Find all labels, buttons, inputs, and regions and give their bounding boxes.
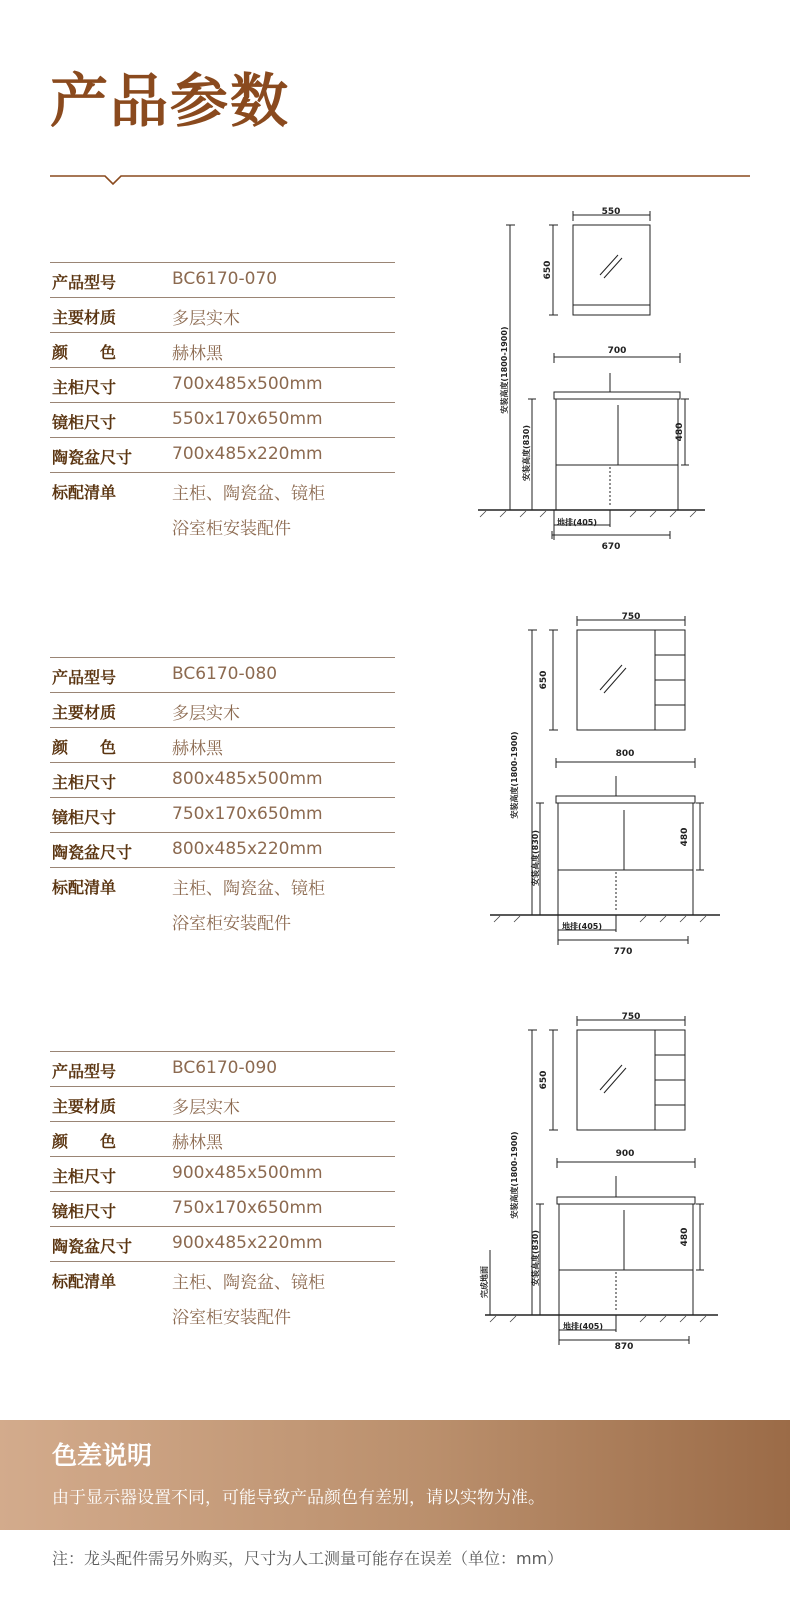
spec-value: 赫林黑 xyxy=(172,739,223,759)
spec-value-line2: 浴室柜安装配件 xyxy=(172,914,291,934)
spec-value-line2: 浴室柜安装配件 xyxy=(172,519,291,539)
spec-value: 800x485x220mm xyxy=(172,839,323,859)
spec-value: 多层实木 xyxy=(172,704,240,724)
title-divider xyxy=(50,172,750,192)
spec-row-model xyxy=(50,1051,395,1086)
spec-value: BC6170-070 xyxy=(172,269,278,289)
spec-label: 标配清单 xyxy=(52,1272,117,1291)
spec-row-material xyxy=(50,297,395,332)
cabinet-width-label: 900 xyxy=(615,1149,635,1159)
spec-value: 主柜、陶瓷盆、镜柜 xyxy=(172,1273,325,1293)
spec-label: 陶瓷盆尺寸 xyxy=(52,1237,133,1256)
color-note-title: 色差说明 xyxy=(52,1441,153,1470)
dimension-diagram-2 xyxy=(490,610,730,955)
spec-value: 900x485x220mm xyxy=(172,1233,323,1253)
spec-label: 陶瓷盆尺寸 xyxy=(52,448,133,467)
spec-label: 产品型号 xyxy=(52,668,117,687)
spec-row-color xyxy=(50,727,395,762)
spec-row-basin xyxy=(50,1226,395,1261)
spec-row-color xyxy=(50,1121,395,1156)
spec-row-color xyxy=(50,332,395,367)
cabinet-width-label: 800 xyxy=(615,749,635,759)
spec-value: 550x170x650mm xyxy=(172,409,323,429)
spec-row-mirror-cabinet xyxy=(50,797,395,832)
mirror-width-label: 550 xyxy=(601,207,621,217)
spec-label: 颜 色 xyxy=(52,343,117,362)
spec-label: 产品型号 xyxy=(52,1062,117,1081)
spec-value: 750x170x650mm xyxy=(172,1198,323,1218)
spec-value: BC6170-080 xyxy=(172,664,278,684)
base-width-label: 770 xyxy=(613,947,633,955)
spec-label: 主柜尺寸 xyxy=(52,378,117,397)
spec-value: 多层实木 xyxy=(172,1098,240,1118)
install-height-label: 安装高度(1800-1900) xyxy=(500,326,509,414)
cabinet-height-label: 480 xyxy=(675,422,685,442)
spec-row-included xyxy=(50,1261,395,1331)
spec-label: 主要材质 xyxy=(52,1097,117,1116)
install-height-label: 安装高度(1800-1900) xyxy=(510,1131,519,1219)
spec-label: 颜 色 xyxy=(52,738,117,757)
spec-label: 镜柜尺寸 xyxy=(52,1202,117,1221)
spec-table-3 xyxy=(50,1051,395,1331)
spec-value: 多层实木 xyxy=(172,309,240,329)
base-width-label: 670 xyxy=(601,542,621,550)
footnote: 注：龙头配件需另外购买，尺寸为人工测量可能存在误差（单位：mm） xyxy=(52,1549,564,1568)
install-height-label: 安装高度(1800-1900) xyxy=(510,731,519,819)
spec-row-material xyxy=(50,1086,395,1121)
spec-label: 镜柜尺寸 xyxy=(52,808,117,827)
spec-value: BC6170-090 xyxy=(172,1058,278,1078)
cabinet-height-label: 480 xyxy=(680,827,690,847)
floor-label: 完成地面 xyxy=(480,1266,489,1298)
spec-row-model xyxy=(50,262,395,297)
spec-label: 主柜尺寸 xyxy=(52,773,117,792)
mirror-height-label: 650 xyxy=(543,260,553,280)
mirror-width-label: 750 xyxy=(621,1012,641,1022)
spec-value: 赫林黑 xyxy=(172,1133,223,1153)
mirror-height-label: 650 xyxy=(539,670,549,690)
drain-label: 地排(405) xyxy=(562,922,603,931)
spec-table-1 xyxy=(50,262,395,542)
spec-row-included xyxy=(50,472,395,542)
spec-label: 标配清单 xyxy=(52,878,117,897)
spec-value: 700x485x220mm xyxy=(172,444,323,464)
dimension-diagram-1 xyxy=(470,205,710,550)
spec-row-main-cabinet xyxy=(50,762,395,797)
spec-table-2 xyxy=(50,657,395,937)
spec-value: 800x485x500mm xyxy=(172,769,323,789)
spec-label: 颜 色 xyxy=(52,1132,117,1151)
page-title: 产品参数 xyxy=(50,67,291,135)
cabinet-install-label: 安装高度(830) xyxy=(531,829,540,887)
spec-value: 900x485x500mm xyxy=(172,1163,323,1183)
spec-value-line2: 浴室柜安装配件 xyxy=(172,1308,291,1328)
cabinet-install-label: 安装高度(830) xyxy=(531,1229,540,1287)
cabinet-install-label: 安装高度(830) xyxy=(522,424,531,482)
spec-row-basin xyxy=(50,832,395,867)
spec-label: 主要材质 xyxy=(52,308,117,327)
spec-label: 标配清单 xyxy=(52,483,117,502)
spec-value: 赫林黑 xyxy=(172,344,223,364)
drain-label: 地排(405) xyxy=(557,518,598,527)
base-width-label: 870 xyxy=(614,1342,634,1350)
spec-label: 主柜尺寸 xyxy=(52,1167,117,1186)
spec-row-material xyxy=(50,692,395,727)
mirror-width-label: 750 xyxy=(621,612,641,622)
spec-row-main-cabinet xyxy=(50,1156,395,1191)
mirror-height-label: 650 xyxy=(539,1070,549,1090)
spec-label: 产品型号 xyxy=(52,273,117,292)
spec-label: 陶瓷盆尺寸 xyxy=(52,843,133,862)
spec-value: 主柜、陶瓷盆、镜柜 xyxy=(172,484,325,504)
spec-row-mirror-cabinet xyxy=(50,402,395,437)
cabinet-width-label: 700 xyxy=(607,346,627,356)
spec-row-model xyxy=(50,657,395,692)
spec-label: 主要材质 xyxy=(52,703,117,722)
spec-row-main-cabinet xyxy=(50,367,395,402)
color-note-text: 由于显示器设置不同，可能导致产品颜色有差别，请以实物为准。 xyxy=(52,1488,545,1508)
spec-label: 镜柜尺寸 xyxy=(52,413,117,432)
spec-value: 主柜、陶瓷盆、镜柜 xyxy=(172,879,325,899)
spec-row-basin xyxy=(50,437,395,472)
color-note-banner xyxy=(0,1420,790,1530)
drain-label: 地排(405) xyxy=(563,1322,604,1331)
spec-row-mirror-cabinet xyxy=(50,1191,395,1226)
spec-value: 750x170x650mm xyxy=(172,804,323,824)
spec-value: 700x485x500mm xyxy=(172,374,323,394)
spec-row-included xyxy=(50,867,395,937)
cabinet-height-label: 480 xyxy=(680,1227,690,1247)
dimension-diagram-3 xyxy=(470,1005,720,1350)
